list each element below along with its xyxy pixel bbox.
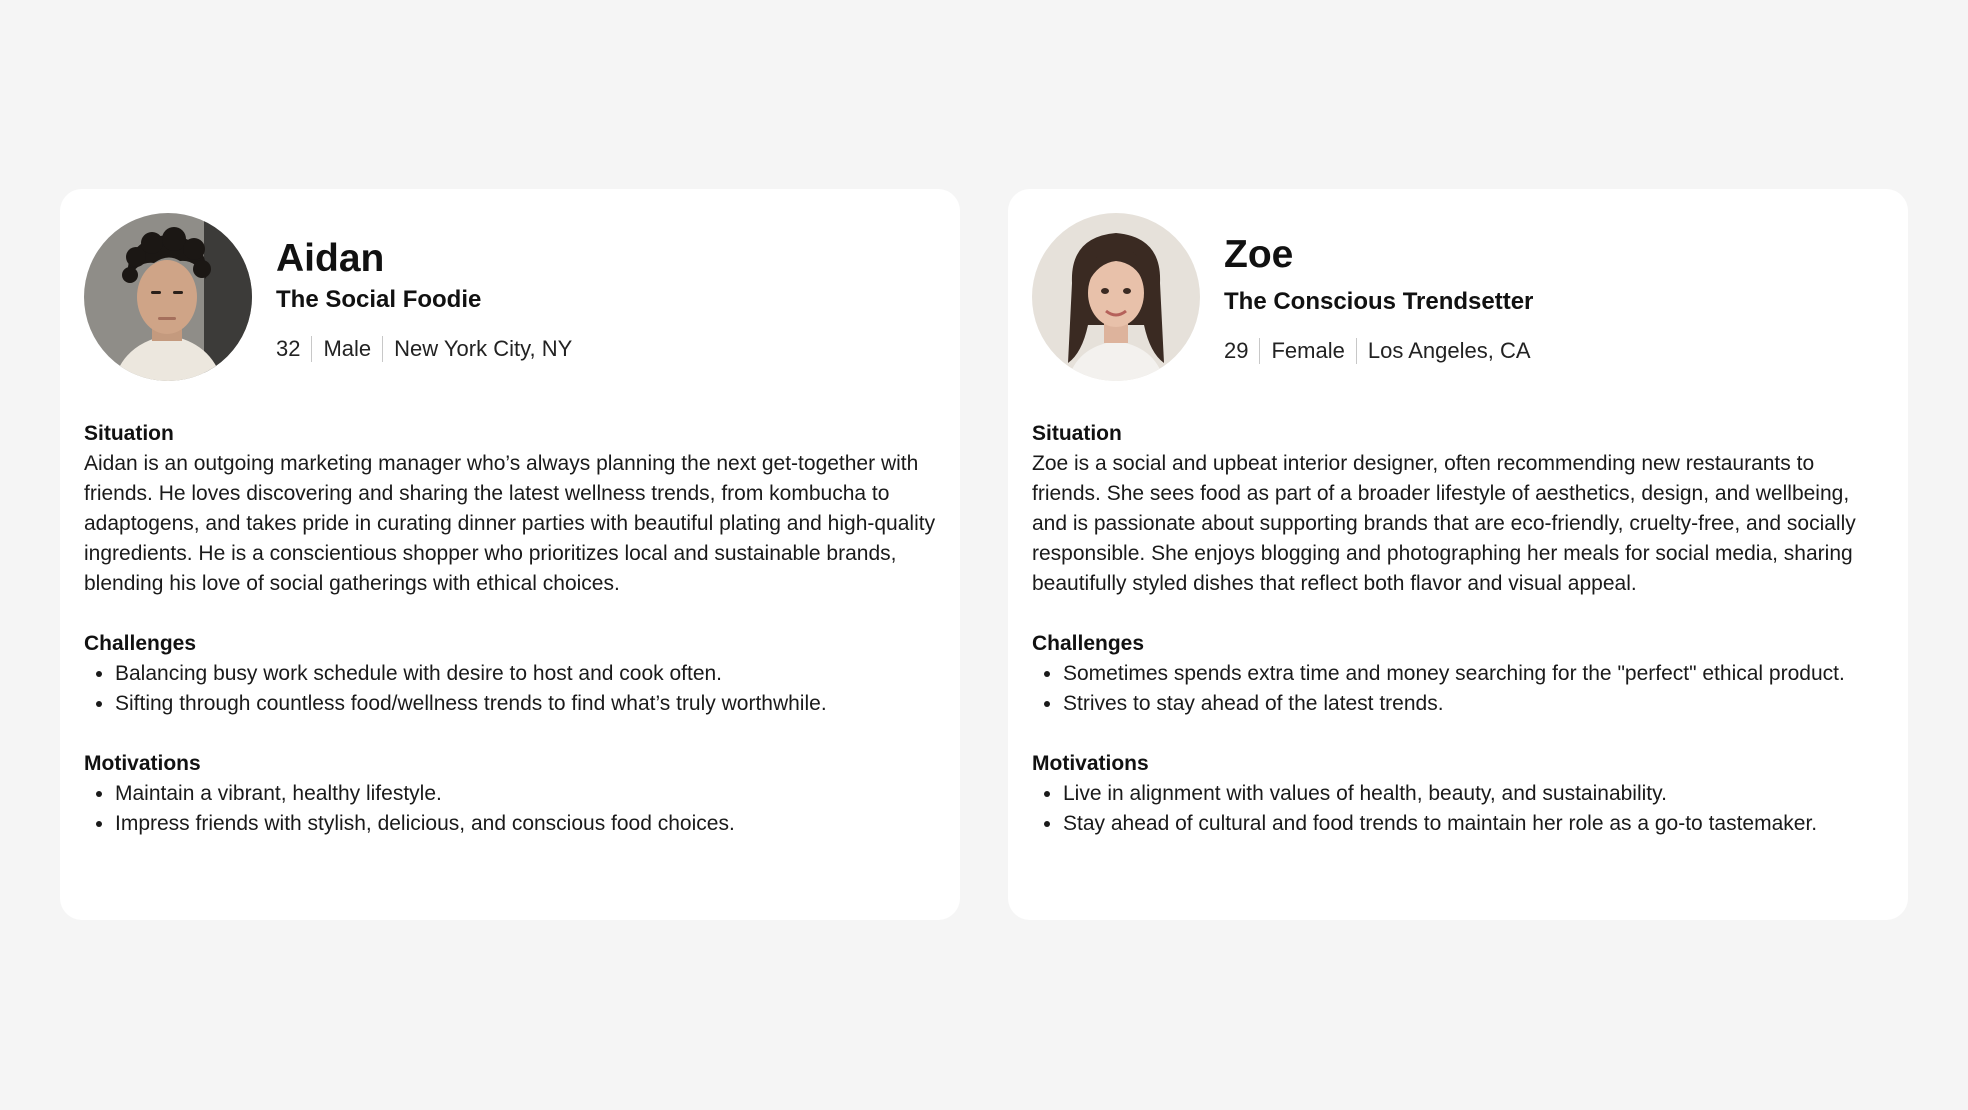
motivations-section	[1032, 749, 1884, 839]
persona-name: Aidan	[276, 237, 385, 280]
avatar	[84, 213, 252, 381]
persona-identity	[1224, 213, 1533, 365]
situation-text: Aidan is an outgoing marketing manager who’s always planning the next get-together with friends. He loves discovering and sharing the latest wellness trends, from kombucha to adaptogens, and takes pride in curating dinner parties with beautiful plating and high-quality ingredients. He is a conscientious shopper who prioritizes local and sustainable brands, blending his love of social gatherings with ethical choices.	[84, 452, 936, 595]
challenges-section	[1032, 629, 1884, 719]
list-item: • Sifting through countless food/wellness trends to find what’s truly worthwhile.	[115, 689, 936, 719]
challenges-heading: Challenges	[84, 632, 197, 655]
situation-section	[84, 419, 936, 599]
persona-location: Los Angeles, CA	[1367, 338, 1531, 363]
list-item: • Impress friends with stylish, delicious, and conscious food choices.	[115, 809, 936, 839]
list-item: • Strives to stay ahead of the latest trends.	[1063, 689, 1884, 719]
motivations-list	[1032, 779, 1884, 839]
avatar	[1032, 213, 1200, 381]
list-item: • Sometimes spends extra time and money searching for the "perfect" ethical product.	[1063, 659, 1884, 689]
situation-text: Zoe is a social and upbeat interior designer, often recommending new restaurants to friends. She sees food as part of a broader lifestyle of aesthetics, design, and wellbeing, and is passionate about supporting brands that are eco-friendly, cruelty-free, and socially responsible. She enjoys blogging and photographing her meals for social media, sharing beautifully styled dishes that reflect both flavor and visual appeal.	[1032, 452, 1856, 595]
persona-gender: Female	[1271, 338, 1345, 363]
persona-identity	[276, 213, 572, 363]
persona-name: Zoe	[1224, 233, 1294, 276]
persona-title: The Social Foodie	[276, 286, 482, 313]
challenges-list	[1032, 659, 1884, 719]
motivations-heading: Motivations	[84, 752, 201, 775]
list-item: • Stay ahead of cultural and food trends to maintain her role as a go-to tastemaker.	[1063, 809, 1884, 839]
motivations-list	[84, 779, 936, 839]
persona-location: New York City, NY	[394, 336, 573, 361]
persona-header	[84, 213, 936, 381]
challenges-section	[84, 629, 936, 719]
persona-gender: Male	[323, 336, 372, 361]
avatar-photo	[1032, 213, 1200, 381]
persona-card-zoe	[1008, 189, 1908, 920]
persona-header	[1032, 213, 1884, 381]
persona-demographics	[1224, 337, 1533, 365]
motivations-heading: Motivations	[1032, 752, 1149, 775]
avatar-photo	[84, 213, 252, 381]
list-item: • Balancing busy work schedule with desire to host and cook often.	[115, 659, 936, 689]
list-item: • Live in alignment with values of health, beauty, and sustainability.	[1063, 779, 1884, 809]
persona-title: The Conscious Trendsetter	[1224, 288, 1534, 315]
list-item: • Maintain a vibrant, healthy lifestyle.	[115, 779, 936, 809]
divider	[1259, 338, 1260, 364]
divider	[382, 336, 383, 362]
persona-demographics	[276, 335, 572, 363]
divider	[311, 336, 312, 362]
situation-section	[1032, 419, 1884, 599]
challenges-heading: Challenges	[1032, 632, 1145, 655]
divider	[1356, 338, 1357, 364]
situation-heading: Situation	[84, 422, 174, 445]
persona-age: 29	[1224, 338, 1249, 363]
persona-age: 32	[276, 336, 301, 361]
challenges-list	[84, 659, 936, 719]
persona-card-aidan	[60, 189, 960, 920]
motivations-section	[84, 749, 936, 839]
situation-heading: Situation	[1032, 422, 1122, 445]
